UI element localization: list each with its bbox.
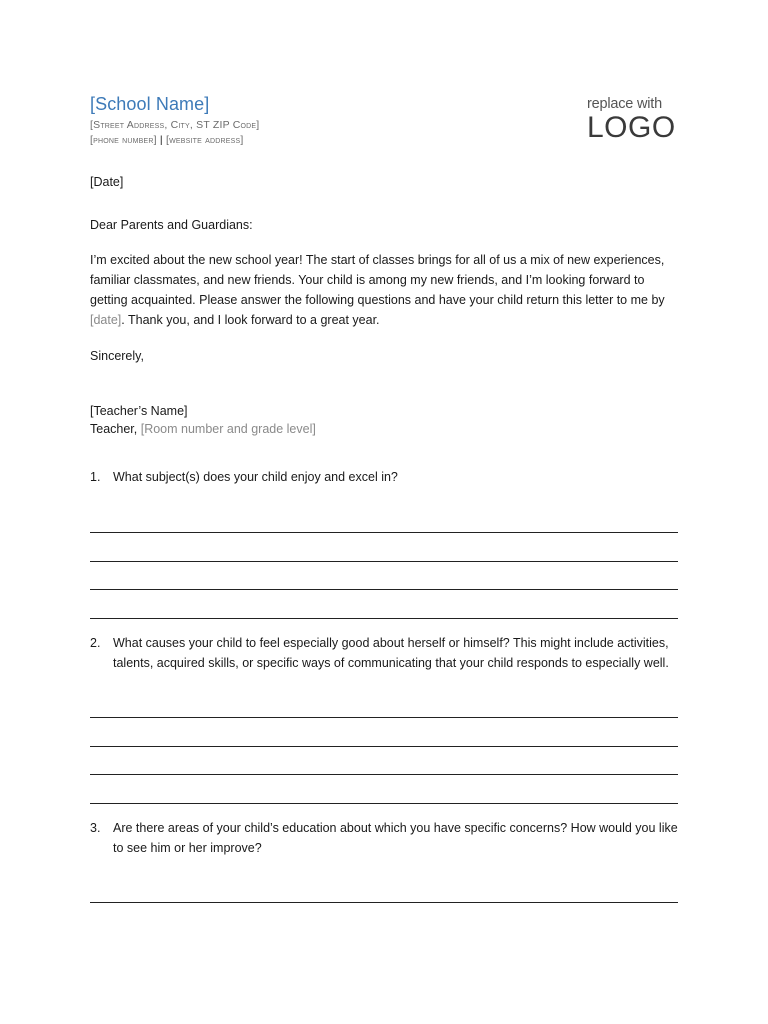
question-text: What causes your child to feel especially good about herself or himself? This might include activities, talents, acquired skills, or specific ways of communicating that your child responds to especially well.	[113, 636, 669, 670]
letter-date: [Date]	[90, 175, 124, 189]
question-1	[90, 467, 682, 487]
logo-caption: replace with	[587, 96, 662, 112]
return-date-placeholder: [date]	[90, 313, 122, 327]
closing: Sincerely,	[90, 349, 144, 363]
body-text: I’m excited about the new school year! The start of classes brings for all of us a mix of new experiences, familiar classmates, and new friends. Your child is among my new friends, and I’m looking forward to getting acquainted. Please answer the following questions and have your child return this letter to me by	[90, 253, 665, 307]
teacher-title	[90, 419, 316, 439]
street-address: [Street Address, City, ST ZIP Code]	[90, 119, 260, 131]
letter-body	[90, 250, 680, 330]
teacher-label: Teacher,	[90, 422, 141, 436]
answer-line[interactable]	[90, 902, 678, 903]
answer-line[interactable]	[90, 532, 678, 533]
answer-line[interactable]	[90, 589, 678, 590]
question-number: 1.	[90, 470, 101, 484]
question-number: 2.	[90, 636, 101, 650]
question-number: 3.	[90, 821, 101, 835]
salutation: Dear Parents and Guardians:	[90, 218, 253, 232]
teacher-name: [Teacher’s Name]	[90, 404, 188, 418]
question-2	[90, 633, 682, 673]
phone-number: [phone number]	[90, 134, 157, 146]
body-closing-text: . Thank you, and I look forward to a great year.	[121, 313, 380, 327]
question-text: What subject(s) does your child enjoy and excel in?	[113, 470, 398, 484]
school-name: [School Name]	[90, 94, 210, 114]
answer-line[interactable]	[90, 618, 678, 619]
answer-line[interactable]	[90, 774, 678, 775]
contact-line	[90, 134, 243, 146]
answer-line[interactable]	[90, 803, 678, 804]
logo-placeholder	[587, 96, 687, 144]
room-placeholder: [Room number and grade level]	[140, 422, 316, 436]
website-address: [website address]	[165, 134, 244, 146]
question-3	[90, 818, 682, 858]
answer-line[interactable]	[90, 561, 678, 562]
answer-line[interactable]	[90, 746, 678, 747]
logo-text: LOGO	[587, 111, 676, 144]
contact-separator: |	[156, 134, 166, 146]
answer-line[interactable]	[90, 717, 678, 718]
question-text: Are there areas of your child’s education about which you have specific concerns? How would you like to see him or her improve?	[113, 821, 678, 855]
